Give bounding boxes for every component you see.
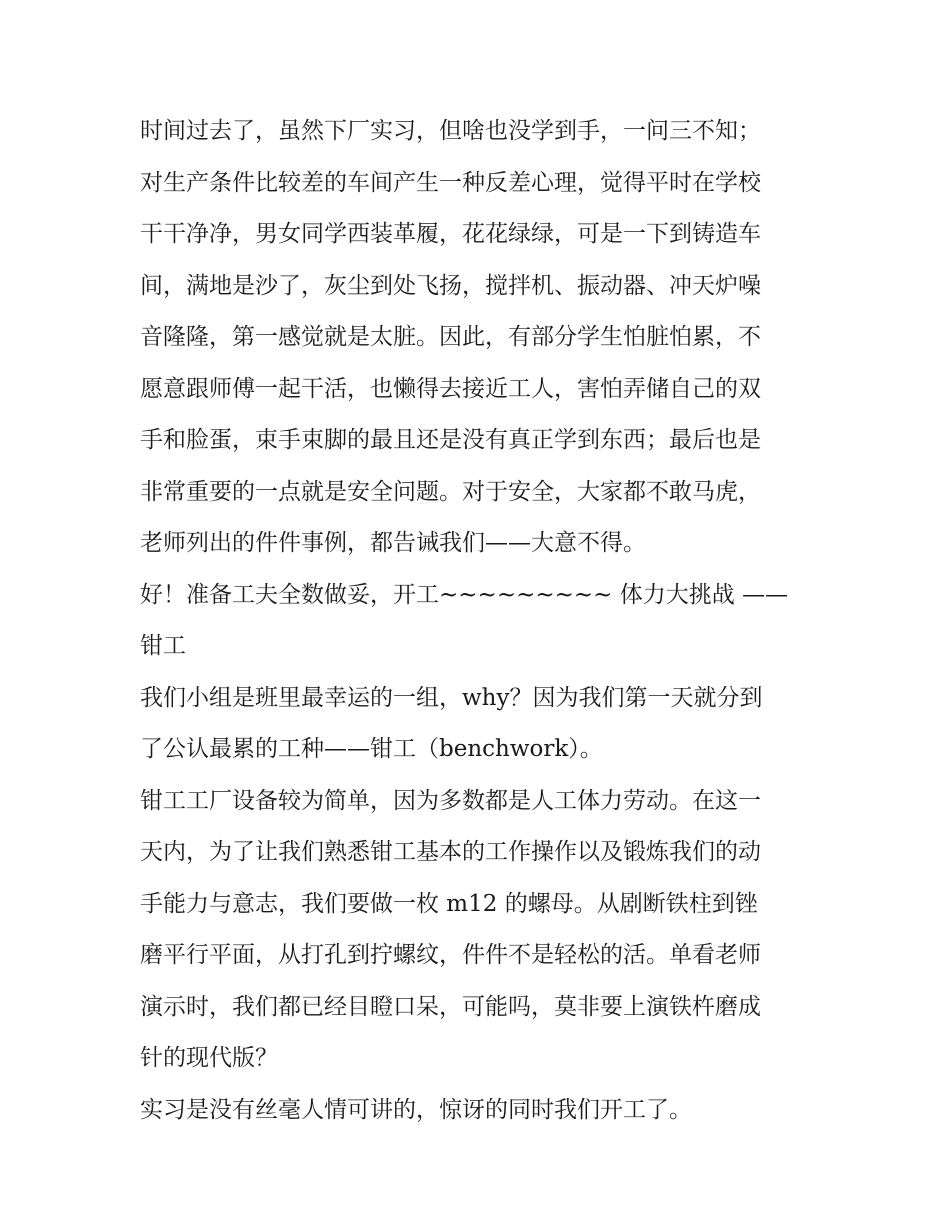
text-line: 时间过去了，虽然下厂实习，但啥也没学到手，一问三不知； xyxy=(140,118,761,144)
text-line: 对生产条件比较差的车间产生一种反差心理，觉得平时在学校 xyxy=(140,169,761,196)
text-line: 我们小组是班里最幸运的一组，why？因为我们第一天就分到 xyxy=(140,684,763,711)
text-line: 实习是没有丝毫人情可讲的，惊讶的同时我们开工了。 xyxy=(140,1096,692,1123)
text-line: 演示时，我们都已经目瞪口呆，可能吗，莫非要上演铁杵磨成 xyxy=(140,993,761,1020)
text-line: 磨平行平面，从打孔到拧螺纹，件件不是轻松的活。单看老师 xyxy=(140,942,761,968)
text-line: 老师列出的件件事例，都告诫我们——大意不得。 xyxy=(140,530,646,556)
text-line: 愿意跟师傅一起干活，也懒得去接近工人，害怕弄储自己的双 xyxy=(140,375,761,402)
text-line: 钳工 xyxy=(140,633,186,659)
text-line: 好！准备工夫全数做妥，开工~~~~~~~~~ 体力大挑战 —— xyxy=(140,581,789,608)
text-line: 非常重要的一点就是安全问题。对于安全，大家都不敢马虎， xyxy=(140,478,761,505)
text-line: 天内，为了让我们熟悉钳工基本的工作操作以及锻炼我们的动 xyxy=(140,839,761,865)
text-line: 了公认最累的工种——钳工（benchwork）。 xyxy=(140,736,603,762)
document-body xyxy=(140,106,820,1136)
text-line: 间，满地是沙了，灰尘到处飞扬，搅拌机、振动器、冲天炉噪 xyxy=(140,272,761,299)
text-line: 手和脸蛋，束手束脚的最且还是没有真正学到东西；最后也是 xyxy=(140,427,761,453)
text-line: 手能力与意志，我们要做一枚 m12 的螺母。从剧断铁柱到锉 xyxy=(140,890,758,917)
text-line: 音隆隆，第一感觉就是太脏。因此，有部分学生怕脏怕累，不 xyxy=(140,324,761,350)
text-line: 钳工工厂设备较为简单，因为多数都是人工体力劳动。在这一 xyxy=(140,787,761,814)
text-line: 针的现代版？ xyxy=(140,1045,278,1071)
text-line: 干干净净，男女同学西装革履，花花绿绿，可是一下到铸造车 xyxy=(140,221,761,247)
